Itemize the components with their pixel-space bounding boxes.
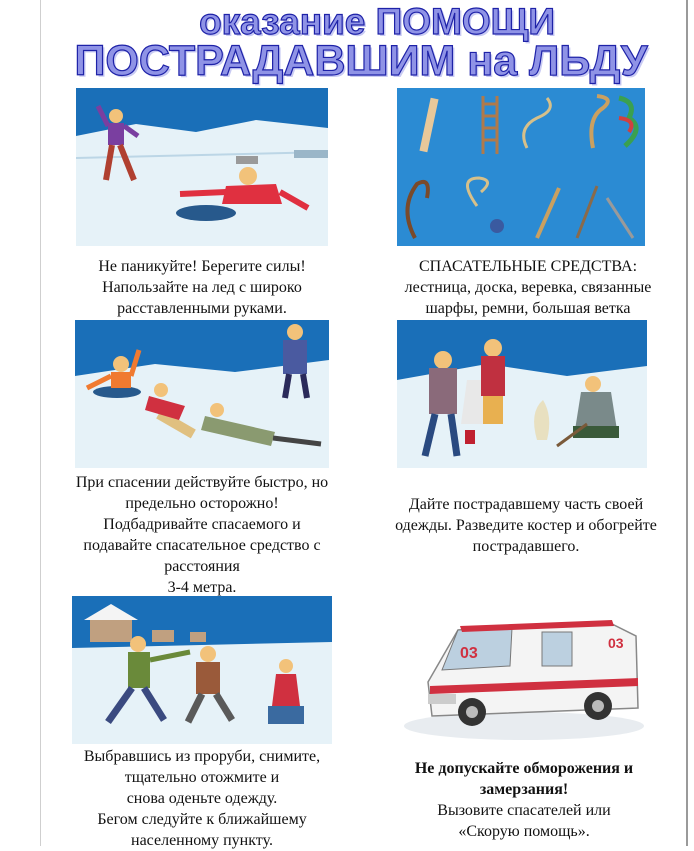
caption-panel-1	[52, 256, 352, 319]
caption-line: расставленными руками.	[117, 300, 287, 317]
page-title-line1: оказание ПОМОЩИ	[199, 1, 555, 42]
caption-line: снова оденьте одежду.	[126, 790, 278, 807]
caption-line: расстояния	[164, 558, 240, 575]
caption-line: предельно осторожно!	[125, 495, 279, 512]
caption-warning-line: замерзания!	[479, 781, 569, 798]
caption-line: Подбадривайте спасаемого и	[103, 516, 301, 533]
caption-line: СПАСАТЕЛЬНЫЕ СРЕДСТВА:	[418, 258, 638, 275]
page-title-line2: ПОСТРАДАВШИМ на ЛЬДУ	[74, 37, 648, 85]
caption-line: шарфы, ремни, большая ветка	[425, 300, 631, 317]
caption-line: Напользайте на лед с широко	[102, 279, 302, 296]
caption-line: Бегом следуйте к ближайшему	[97, 811, 307, 828]
caption-line: населенному пункту.	[131, 832, 273, 849]
page-border-left	[40, 0, 41, 846]
caption-line: одежды. Разведите костер и обогрейте	[395, 517, 657, 534]
caption-line: Дайте пострадавшему часть своей	[408, 496, 644, 513]
illustration-fallen-through-ice	[76, 88, 328, 246]
page-border-right	[686, 0, 688, 846]
caption-panel-6	[374, 758, 674, 842]
illustration-rescue-tools	[397, 88, 645, 246]
caption-line: «Скорую помощь».	[458, 823, 590, 840]
illustration-running-home	[72, 596, 332, 744]
caption-line: При спасении действуйте быстро, но	[75, 474, 329, 491]
caption-line: Не паникуйте! Берегите силы!	[98, 258, 306, 275]
caption-line: Вызовите спасателей или	[437, 802, 611, 819]
caption-line: тщательно отожмите и	[124, 769, 280, 786]
caption-line: Выбравшись из проруби, снимите,	[83, 748, 321, 765]
caption-panel-5	[52, 746, 352, 851]
caption-line: пострадавшего.	[472, 538, 580, 555]
caption-panel-4	[366, 494, 686, 557]
caption-warning-line: Не допускайте обморожения и	[414, 760, 634, 777]
caption-panel-2	[370, 256, 686, 319]
caption-panel-3	[52, 472, 352, 598]
ambulance-number-side: 03	[608, 635, 624, 651]
caption-line: 3-4 метра.	[167, 579, 237, 596]
caption-line: подавайте спасательное средство с	[83, 537, 321, 554]
illustration-chain-rescue	[75, 320, 329, 468]
illustration-ambulance	[402, 596, 646, 744]
illustration-warming-by-fire	[397, 320, 647, 468]
ambulance-number-front: 03	[460, 645, 478, 662]
caption-line: лестница, доска, веревка, связанные	[404, 279, 652, 296]
